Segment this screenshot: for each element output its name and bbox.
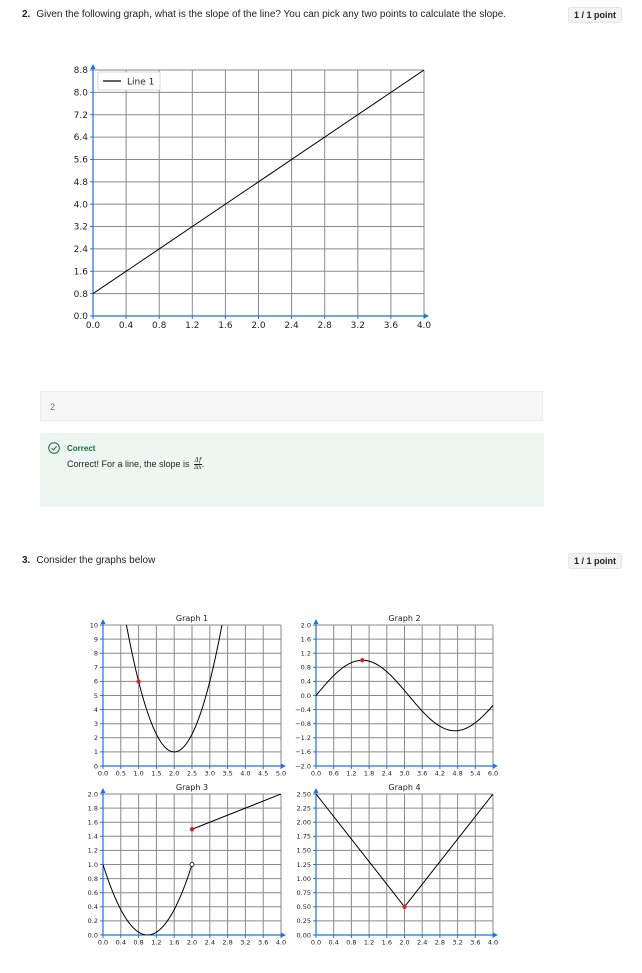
y-tick-label: 8.8 [73,66,88,77]
y-tick-label: 6.4 [73,133,88,144]
y-tick-label: 0.8 [87,874,98,883]
x-tick-label: 0.0 [310,938,322,947]
x-tick-label: 2.4 [417,938,428,947]
y-tick-label: 1.00 [296,874,311,883]
x-axis-arrow-icon [493,933,498,938]
y-tick-label: −0.8 [295,719,311,728]
chart-title: Graph 3 [175,783,209,792]
x-tick-label: 4.0 [240,769,251,778]
feedback-message: Correct! For a line, the slope is [67,458,190,469]
x-tick-label: 4.0 [416,321,432,331]
y-tick-label: 2 [93,734,98,743]
y-tick-label: 4.0 [73,200,88,211]
x-tick-label: 4.2 [434,769,446,778]
question-text: Consider the graphs below [36,555,156,566]
y-tick-label: 0.6 [87,888,98,897]
y-tick-label: 1.25 [296,860,311,869]
x-tick-label: 0.4 [118,321,134,331]
y-tick-label: −0.4 [295,705,311,714]
y-tick-label: 0.0 [87,931,98,940]
y-tick-label: 5.6 [73,155,88,166]
formula-denominator: Δx [194,464,202,471]
y-tick-label: 0.2 [87,917,98,926]
status-correct: Correct [67,444,96,453]
y-tick-label: 4 [93,705,98,714]
chart-title: Graph 1 [175,614,209,623]
x-tick-label: 2.0 [169,769,180,778]
y-tick-label: 2.50 [296,790,311,799]
x-tick-label: 1.2 [151,938,162,947]
answer-value: 2 [50,402,56,412]
y-tick-label: 10 [89,621,98,630]
y-tick-label: 1.50 [296,846,311,855]
y-tick-label: 7 [93,663,98,672]
y-tick-label: 0.4 [300,677,311,686]
x-tick-label: 4.0 [275,938,287,947]
x-tick-label: 1.8 [363,769,375,778]
x-tick-label: 1.0 [133,769,144,778]
y-tick-label: 0.50 [296,903,311,912]
x-tick-label: 2.4 [381,769,392,778]
points-badge: 1 / 1 point [568,7,622,23]
points-badge: 1 / 1 point [568,553,622,569]
x-tick-label: 4.5 [258,769,269,778]
question-text: Given the following graph, what is the slope of the line? You can pick any two points to calculate the slope. [36,9,507,20]
y-tick-label: 5 [93,691,98,700]
x-tick-label: 2.4 [284,321,299,331]
x-tick-label: 3.2 [452,938,463,947]
chart-title: Graph 2 [388,614,421,623]
y-tick-label: 1.0 [87,860,98,869]
x-tick-label: 0.0 [310,769,322,778]
y-tick-label: 8.0 [73,88,88,99]
y-tick-label: 2.4 [73,245,88,256]
x-tick-label: 4.0 [487,938,499,947]
y-tick-label: 6 [93,677,98,686]
y-tick-label: 1.6 [73,267,88,278]
x-tick-label: 5.0 [275,769,287,778]
x-tick-label: 2.5 [186,769,198,778]
x-tick-label: 5.4 [470,769,481,778]
x-tick-label: 3.5 [222,769,233,778]
x-tick-label: 0.4 [115,938,126,947]
x-tick-label: 1.2 [346,769,357,778]
y-tick-label: 3.2 [73,222,88,233]
question-number: 2. [22,9,31,20]
x-tick-label: 3.6 [470,938,481,947]
y-tick-label: 1.2 [300,649,311,658]
y-axis-arrow-icon [314,788,319,793]
x-tick-label: 2.0 [399,938,410,947]
x-tick-label: 0.5 [115,769,126,778]
formula-numerator: Δf [194,457,202,464]
y-tick-label: 2.25 [296,804,311,813]
y-tick-label: 2.0 [300,621,311,630]
y-tick-label: 0.0 [300,691,311,700]
y-tick-label: 1.75 [296,832,311,841]
highlight-point-marker [402,905,406,909]
y-tick-label: 0.25 [296,917,311,926]
x-tick-label: 1.6 [381,938,392,947]
x-tick-label: 2.4 [204,938,215,947]
y-tick-label: −1.2 [295,734,311,743]
x-tick-label: 1.6 [169,938,180,947]
x-tick-label: 0.8 [346,938,357,947]
x-tick-label: 0.0 [85,321,101,331]
y-tick-label: 9 [93,635,98,644]
y-tick-label: 0.75 [296,888,311,897]
y-tick-label: −1.6 [295,748,311,757]
x-tick-label: 3.6 [258,938,269,947]
x-tick-label: 3.6 [417,769,428,778]
x-tick-label: 3.6 [383,321,399,331]
x-tick-label: 0.8 [133,938,144,947]
y-tick-label: 3 [93,719,98,728]
x-tick-label: 4.8 [452,769,463,778]
x-tick-label: 2.8 [317,321,332,331]
x-tick-label: 2.8 [434,938,446,947]
x-tick-label: 0.8 [152,321,167,331]
y-tick-label: 1.6 [87,818,98,827]
formula-suffix: . [201,458,205,469]
y-tick-label: 0.8 [300,663,311,672]
x-tick-label: 6.0 [487,769,499,778]
y-tick-label: 1 [93,748,98,757]
x-tick-label: 0.0 [97,769,109,778]
y-tick-label: 7.2 [73,110,88,121]
x-tick-label: 0.6 [328,769,339,778]
legend-label: Line 1 [127,77,155,88]
x-tick-label: 1.2 [363,938,375,947]
x-tick-label: 3.0 [204,769,215,778]
x-tick-label: 1.5 [151,769,162,778]
y-tick-label: 2.00 [296,818,311,827]
question-number: 3. [22,555,31,566]
y-tick-label: 0.00 [296,931,311,940]
y-tick-label: 4.8 [73,177,88,188]
x-tick-label: 2.0 [251,321,266,331]
y-tick-label: 0.4 [87,903,98,912]
x-tick-label: 2.0 [186,938,198,947]
x-tick-label: 2.8 [222,938,233,947]
x-tick-label: 3.2 [240,938,251,947]
y-tick-label: 8 [93,649,98,658]
y-tick-label: 0.0 [73,312,88,323]
y-tick-label: 0.8 [73,289,88,300]
x-tick-label: 0.4 [328,938,339,947]
x-tick-label: 1.6 [218,321,233,331]
y-tick-label: 1.6 [300,635,311,644]
y-tick-label: 1.8 [87,804,98,813]
y-tick-label: 2.0 [87,790,98,799]
x-tick-label: 0.0 [97,938,109,947]
x-tick-label: 3.2 [350,321,365,331]
chart-title: Graph 4 [388,783,421,792]
y-tick-label: 1.2 [87,846,98,855]
y-tick-label: 1.4 [87,832,98,841]
x-tick-label: 1.2 [185,321,200,331]
y-tick-label: −2.0 [295,762,311,771]
x-tick-label: 3.0 [399,769,410,778]
y-tick-label: 0 [93,762,98,771]
